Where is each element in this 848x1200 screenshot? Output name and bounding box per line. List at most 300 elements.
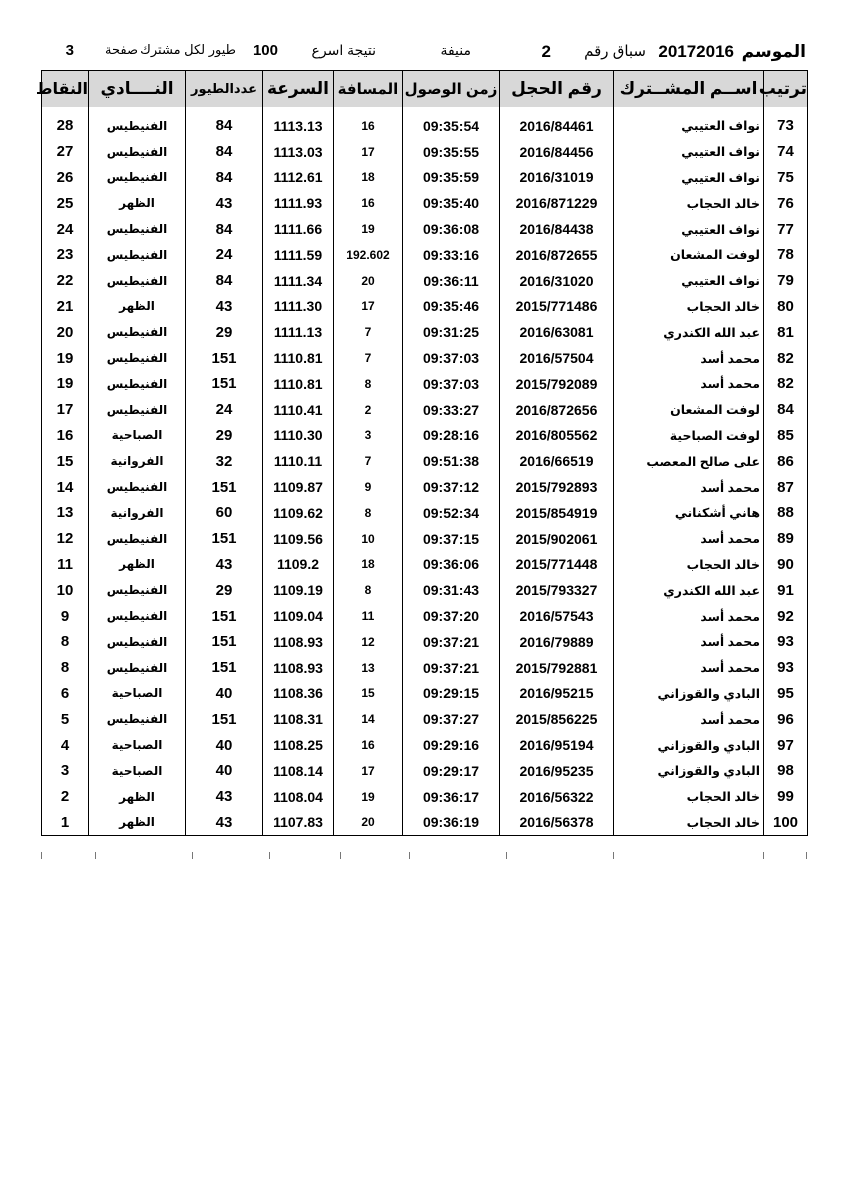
birds-cell: 151: [186, 345, 263, 371]
rank-cell: 79: [764, 268, 808, 294]
table-row: [42, 371, 808, 397]
rank-cell: 82: [764, 345, 808, 371]
ring-cell: 2016/872655: [500, 242, 614, 268]
birds-cell: 151: [186, 474, 263, 500]
distance-cell: 3: [334, 423, 403, 449]
speed-cell: 1109.19: [263, 577, 334, 603]
rank-cell: 99: [764, 784, 808, 810]
arrival-cell: 09:36:08: [403, 216, 500, 242]
points-cell: 14: [42, 474, 89, 500]
birds-cell: 43: [186, 784, 263, 810]
ring-cell: 2016/31020: [500, 268, 614, 294]
ring-cell: 2016/63081: [500, 319, 614, 345]
table-row: [42, 810, 808, 836]
name-cell: نواف العتيبي: [614, 216, 764, 242]
birds-cell: 84: [186, 139, 263, 165]
birds-cell: 24: [186, 397, 263, 423]
club-cell: الفروانية: [89, 448, 186, 474]
arrival-cell: 09:28:16: [403, 423, 500, 449]
rank-cell: 92: [764, 603, 808, 629]
club-cell: الفنيطيس: [89, 397, 186, 423]
club-cell: الفنيطيس: [89, 474, 186, 500]
name-cell: خالد الحجاب: [614, 294, 764, 320]
distance-cell: 8: [334, 500, 403, 526]
arrival-cell: 09:33:16: [403, 242, 500, 268]
col-rank: ترتيب: [764, 71, 808, 108]
ring-cell: 2016/79889: [500, 629, 614, 655]
table-row: [42, 397, 808, 423]
arrival-cell: 09:37:15: [403, 526, 500, 552]
col-club: النــــادي: [89, 71, 186, 108]
table-row: [42, 319, 808, 345]
arrival-cell: 09:35:59: [403, 165, 500, 191]
col-distance: المسافة: [334, 71, 403, 108]
club-cell: الفنيطيس: [89, 113, 186, 139]
per-member-label: طيور لكل مشترك: [140, 42, 236, 57]
arrival-cell: 09:29:15: [403, 681, 500, 707]
name-cell: محمد أسد: [614, 526, 764, 552]
rank-cell: 74: [764, 139, 808, 165]
ring-cell: 2015/771486: [500, 294, 614, 320]
table-row: [42, 603, 808, 629]
birds-cell: 40: [186, 758, 263, 784]
name-cell: محمد أسد: [614, 629, 764, 655]
club-cell: الفنيطيس: [89, 577, 186, 603]
table-row: [42, 165, 808, 191]
club-cell: الفنيطيس: [89, 216, 186, 242]
points-cell: 3: [42, 758, 89, 784]
club-cell: الصباحية: [89, 732, 186, 758]
table-row: [42, 758, 808, 784]
club-cell: الفنيطيس: [89, 139, 186, 165]
ring-cell: 2016/95194: [500, 732, 614, 758]
club-cell: الفنيطيس: [89, 629, 186, 655]
speed-cell: 1109.87: [263, 474, 334, 500]
name-cell: لوفت الصباحية: [614, 423, 764, 449]
arrival-cell: 09:36:17: [403, 784, 500, 810]
ring-cell: 2015/902061: [500, 526, 614, 552]
ring-cell: 2016/84456: [500, 139, 614, 165]
club-cell: الفنيطيس: [89, 319, 186, 345]
table-row: [42, 448, 808, 474]
birds-cell: 151: [186, 526, 263, 552]
table-row: [42, 423, 808, 449]
arrival-cell: 09:37:20: [403, 603, 500, 629]
ring-cell: 2016/31019: [500, 165, 614, 191]
arrival-cell: 09:31:25: [403, 319, 500, 345]
ring-cell: 2015/792881: [500, 655, 614, 681]
ring-cell: 2016/805562: [500, 423, 614, 449]
arrival-cell: 09:36:06: [403, 552, 500, 578]
table-row: [42, 345, 808, 371]
points-cell: 20: [42, 319, 89, 345]
table-row: [42, 577, 808, 603]
speed-cell: 1110.41: [263, 397, 334, 423]
speed-cell: 1109.56: [263, 526, 334, 552]
club-cell: الفنيطيس: [89, 165, 186, 191]
name-cell: نواف العتيبي: [614, 113, 764, 139]
distance-cell: 17: [334, 139, 403, 165]
distance-cell: 8: [334, 371, 403, 397]
arrival-cell: 09:31:43: [403, 577, 500, 603]
distance-cell: 8: [334, 577, 403, 603]
rank-cell: 89: [764, 526, 808, 552]
club-cell: الفنيطيس: [89, 345, 186, 371]
birds-cell: 43: [186, 294, 263, 320]
distance-cell: 9: [334, 474, 403, 500]
name-cell: خالد الحجاب: [614, 810, 764, 836]
ring-cell: 2015/854919: [500, 500, 614, 526]
arrival-cell: 09:35:54: [403, 113, 500, 139]
points-cell: 9: [42, 603, 89, 629]
points-cell: 17: [42, 397, 89, 423]
distance-cell: 15: [334, 681, 403, 707]
club-cell: الظهر: [89, 294, 186, 320]
arrival-cell: 09:29:17: [403, 758, 500, 784]
speed-cell: 1109.04: [263, 603, 334, 629]
col-birds: عددالطيور: [186, 71, 263, 108]
points-cell: 8: [42, 655, 89, 681]
ring-cell: 2016/56378: [500, 810, 614, 836]
club-cell: الفنيطيس: [89, 268, 186, 294]
points-cell: 25: [42, 190, 89, 216]
club-cell: الفنيطيس: [89, 603, 186, 629]
arrival-cell: 09:33:27: [403, 397, 500, 423]
col-points: النقاط: [42, 71, 89, 108]
name-cell: هاني أشكناني: [614, 500, 764, 526]
birds-cell: 84: [186, 268, 263, 294]
club-cell: الفنيطيس: [89, 655, 186, 681]
points-cell: 23: [42, 242, 89, 268]
ring-cell: 2016/57543: [500, 603, 614, 629]
rank-cell: 95: [764, 681, 808, 707]
speed-cell: 1113.03: [263, 139, 334, 165]
points-cell: 26: [42, 165, 89, 191]
club-cell: الفنيطيس: [89, 242, 186, 268]
birds-cell: 84: [186, 113, 263, 139]
arrival-cell: 09:37:03: [403, 345, 500, 371]
name-cell: محمد أسد: [614, 345, 764, 371]
name-cell: عبد الله الكندري: [614, 577, 764, 603]
table-row: [42, 526, 808, 552]
name-cell: نواف العتيبي: [614, 268, 764, 294]
arrival-cell: 09:36:19: [403, 810, 500, 836]
name-cell: محمد أسد: [614, 371, 764, 397]
ring-cell: 2015/856225: [500, 706, 614, 732]
name-cell: البادي والقوزاني: [614, 732, 764, 758]
distance-cell: 19: [334, 216, 403, 242]
points-cell: 5: [42, 706, 89, 732]
name-cell: نواف العتيبي: [614, 139, 764, 165]
speed-cell: 1113.13: [263, 113, 334, 139]
name-cell: على صالح المعصب: [614, 448, 764, 474]
distance-cell: 14: [334, 706, 403, 732]
table-row: [42, 474, 808, 500]
rank-cell: 86: [764, 448, 808, 474]
table-row: [42, 500, 808, 526]
birds-cell: 29: [186, 319, 263, 345]
speed-cell: 1108.25: [263, 732, 334, 758]
rank-cell: 96: [764, 706, 808, 732]
arrival-cell: 09:52:34: [403, 500, 500, 526]
points-cell: 1: [42, 810, 89, 836]
birds-cell: 24: [186, 242, 263, 268]
points-cell: 13: [42, 500, 89, 526]
club-cell: الصباحية: [89, 758, 186, 784]
distance-cell: 19: [334, 784, 403, 810]
speed-cell: 1110.11: [263, 448, 334, 474]
points-cell: 19: [42, 345, 89, 371]
name-cell: البادي والقوزاني: [614, 681, 764, 707]
name-cell: محمد أسد: [614, 474, 764, 500]
rank-cell: 88: [764, 500, 808, 526]
points-cell: 15: [42, 448, 89, 474]
points-cell: 28: [42, 113, 89, 139]
birds-cell: 151: [186, 371, 263, 397]
club-cell: الصباحية: [89, 681, 186, 707]
birds-cell: 43: [186, 810, 263, 836]
ring-cell: 2016/872656: [500, 397, 614, 423]
points-cell: 2: [42, 784, 89, 810]
distance-cell: 7: [334, 345, 403, 371]
distance-cell: 7: [334, 319, 403, 345]
rank-cell: 90: [764, 552, 808, 578]
arrival-cell: 09:37:03: [403, 371, 500, 397]
arrival-cell: 09:29:16: [403, 732, 500, 758]
table-row: [42, 552, 808, 578]
name-cell: البادي والقوزاني: [614, 758, 764, 784]
name-cell: خالد الحجاب: [614, 784, 764, 810]
club-cell: الفنيطيس: [89, 706, 186, 732]
points-cell: 10: [42, 577, 89, 603]
table-row: [42, 139, 808, 165]
rank-cell: 93: [764, 629, 808, 655]
name-cell: محمد أسد: [614, 706, 764, 732]
arrival-cell: 09:37:21: [403, 655, 500, 681]
ring-cell: 2016/871229: [500, 190, 614, 216]
col-speed: السرعة: [263, 71, 334, 108]
table-row: [42, 242, 808, 268]
speed-cell: 1109.62: [263, 500, 334, 526]
birds-cell: 40: [186, 681, 263, 707]
name-cell: خالد الحجاب: [614, 190, 764, 216]
speed-cell: 1110.81: [263, 371, 334, 397]
col-arrival: زمن الوصول: [403, 71, 500, 108]
birds-cell: 84: [186, 216, 263, 242]
speed-cell: 1108.93: [263, 629, 334, 655]
speed-cell: 1112.61: [263, 165, 334, 191]
name-cell: محمد أسد: [614, 655, 764, 681]
club-cell: الظهر: [89, 810, 186, 836]
arrival-cell: 09:37:12: [403, 474, 500, 500]
rank-cell: 81: [764, 319, 808, 345]
ring-cell: 2016/95235: [500, 758, 614, 784]
header-row: [42, 71, 808, 108]
table-row: [42, 706, 808, 732]
rank-cell: 76: [764, 190, 808, 216]
ring-cell: 2016/66519: [500, 448, 614, 474]
rank-cell: 93: [764, 655, 808, 681]
rank-cell: 73: [764, 113, 808, 139]
club-cell: الفنيطيس: [89, 526, 186, 552]
distance-cell: 17: [334, 294, 403, 320]
table-row: [42, 268, 808, 294]
distance-cell: 16: [334, 732, 403, 758]
race-label: سباق رقم: [584, 43, 646, 60]
ring-cell: 2015/793327: [500, 577, 614, 603]
arrival-cell: 09:35:55: [403, 139, 500, 165]
rank-cell: 85: [764, 423, 808, 449]
club-cell: الظهر: [89, 190, 186, 216]
distance-cell: 7: [334, 448, 403, 474]
speed-cell: 1108.14: [263, 758, 334, 784]
birds-cell: 151: [186, 655, 263, 681]
birds-cell: 43: [186, 552, 263, 578]
table-row: [42, 655, 808, 681]
ring-cell: 2016/57504: [500, 345, 614, 371]
results-table: [35, 70, 808, 836]
birds-cell: 60: [186, 500, 263, 526]
table-row: [42, 216, 808, 242]
season-value: 20172016: [658, 42, 734, 61]
table-row: [42, 784, 808, 810]
speed-cell: 1110.30: [263, 423, 334, 449]
distance-cell: 18: [334, 552, 403, 578]
speed-cell: 1108.31: [263, 706, 334, 732]
ring-cell: 2016/56322: [500, 784, 614, 810]
speed-cell: 1111.30: [263, 294, 334, 320]
ring-cell: 2015/792089: [500, 371, 614, 397]
distance-cell: 16: [334, 113, 403, 139]
rank-cell: 75: [764, 165, 808, 191]
name-cell: خالد الحجاب: [614, 552, 764, 578]
points-cell: 11: [42, 552, 89, 578]
distance-cell: 16: [334, 190, 403, 216]
speed-cell: 1110.81: [263, 345, 334, 371]
points-cell: 27: [42, 139, 89, 165]
rank-cell: 82: [764, 371, 808, 397]
distance-cell: 192.602: [334, 242, 403, 268]
distance-cell: 13: [334, 655, 403, 681]
speed-cell: 1111.66: [263, 216, 334, 242]
speed-cell: 1109.2: [263, 552, 334, 578]
result-label: نتيجة اسرع: [311, 42, 376, 58]
rank-cell: 98: [764, 758, 808, 784]
birds-cell: 151: [186, 629, 263, 655]
ring-cell: 2016/84461: [500, 113, 614, 139]
table-row: [42, 113, 808, 139]
club-cell: الفروانية: [89, 500, 186, 526]
ring-cell: 2016/84438: [500, 216, 614, 242]
arrival-cell: 09:37:21: [403, 629, 500, 655]
name-cell: عبد الله الكندري: [614, 319, 764, 345]
rank-cell: 80: [764, 294, 808, 320]
report-header: [40, 42, 806, 66]
rank-cell: 97: [764, 732, 808, 758]
rank-cell: 84: [764, 397, 808, 423]
table-row: [42, 681, 808, 707]
points-cell: 24: [42, 216, 89, 242]
distance-cell: 11: [334, 603, 403, 629]
speed-cell: 1111.59: [263, 242, 334, 268]
speed-cell: 1108.04: [263, 784, 334, 810]
col-ring: رقم الحجل: [500, 71, 614, 108]
rank-cell: 78: [764, 242, 808, 268]
table-row: [42, 629, 808, 655]
birds-cell: 29: [186, 423, 263, 449]
distance-cell: 18: [334, 165, 403, 191]
distance-cell: 20: [334, 810, 403, 836]
name-cell: محمد أسد: [614, 603, 764, 629]
birds-cell: 40: [186, 732, 263, 758]
club-cell: الظهر: [89, 552, 186, 578]
rank-cell: 91: [764, 577, 808, 603]
points-cell: 8: [42, 629, 89, 655]
rank-cell: 100: [764, 810, 808, 836]
speed-cell: 1108.36: [263, 681, 334, 707]
speed-cell: 1111.93: [263, 190, 334, 216]
distance-cell: 10: [334, 526, 403, 552]
points-cell: 6: [42, 681, 89, 707]
table-row: [42, 294, 808, 320]
col-name: اســم المشــترك: [614, 71, 764, 108]
page-label: صفحة: [105, 42, 138, 57]
birds-cell: 151: [186, 603, 263, 629]
arrival-cell: 09:37:27: [403, 706, 500, 732]
points-cell: 19: [42, 371, 89, 397]
table-row: [42, 732, 808, 758]
points-cell: 4: [42, 732, 89, 758]
points-cell: 12: [42, 526, 89, 552]
birds-cell: 29: [186, 577, 263, 603]
speed-cell: 1111.34: [263, 268, 334, 294]
name-cell: نواف العتيبي: [614, 165, 764, 191]
points-cell: 16: [42, 423, 89, 449]
name-cell: لوفت المشعان: [614, 242, 764, 268]
birds-cell: 32: [186, 448, 263, 474]
location: منيفة: [440, 42, 471, 58]
arrival-cell: 09:36:11: [403, 268, 500, 294]
ring-cell: 2016/95215: [500, 681, 614, 707]
table-row: [42, 190, 808, 216]
points-cell: 21: [42, 294, 89, 320]
speed-cell: 1108.93: [263, 655, 334, 681]
rank-cell: 77: [764, 216, 808, 242]
page-number: 3: [65, 42, 74, 59]
club-cell: الظهر: [89, 784, 186, 810]
arrival-cell: 09:35:40: [403, 190, 500, 216]
ring-cell: 2015/771448: [500, 552, 614, 578]
speed-cell: 1111.13: [263, 319, 334, 345]
club-cell: الفنيطيس: [89, 371, 186, 397]
points-cell: 22: [42, 268, 89, 294]
race-number: 2: [541, 42, 551, 61]
distance-cell: 20: [334, 268, 403, 294]
distance-cell: 2: [334, 397, 403, 423]
club-cell: الصباحية: [89, 423, 186, 449]
distance-cell: 17: [334, 758, 403, 784]
arrival-cell: 09:35:46: [403, 294, 500, 320]
name-cell: لوفت المشعان: [614, 397, 764, 423]
speed-cell: 1107.83: [263, 810, 334, 836]
result-count: 100: [252, 42, 278, 59]
season-label: الموسم: [741, 42, 806, 61]
birds-cell: 84: [186, 165, 263, 191]
rank-cell: 87: [764, 474, 808, 500]
arrival-cell: 09:51:38: [403, 448, 500, 474]
birds-cell: 43: [186, 190, 263, 216]
ring-cell: 2015/792893: [500, 474, 614, 500]
